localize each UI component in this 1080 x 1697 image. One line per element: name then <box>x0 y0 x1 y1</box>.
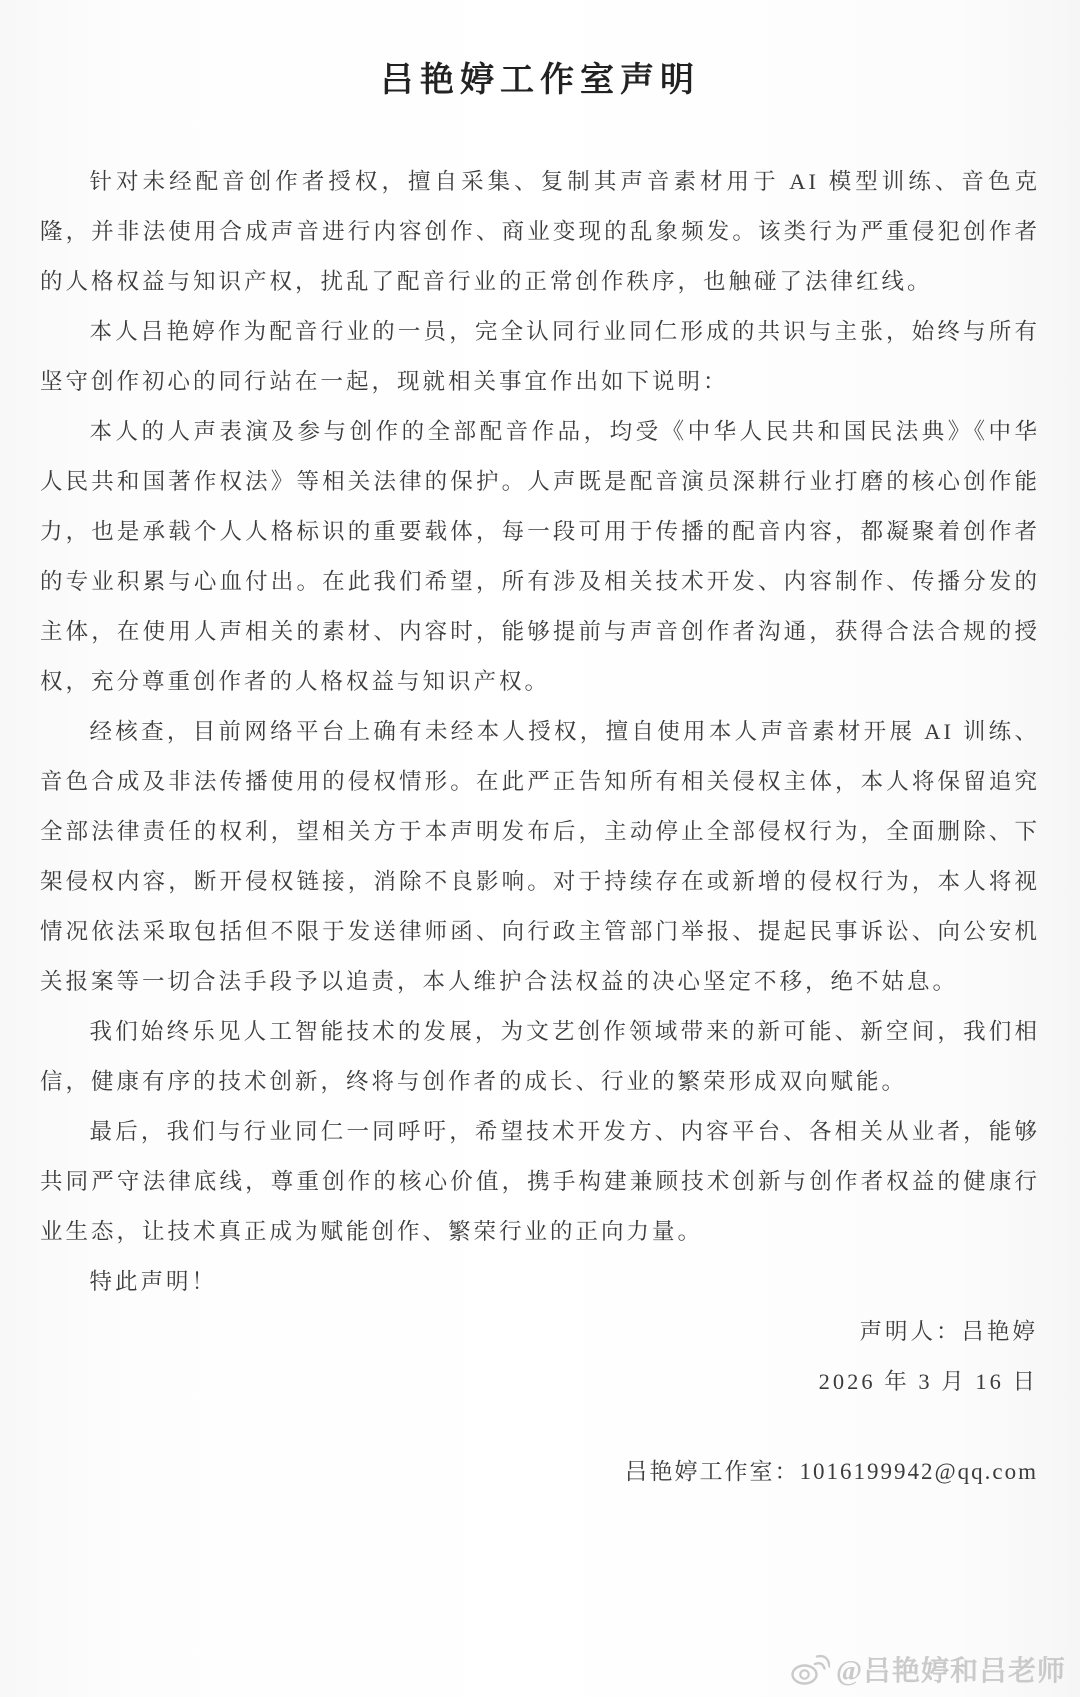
paragraph-ai-outlook: 我们始终乐见人工智能技术的发展，为文艺创作领域带来的新可能、新空间，我们相信，健康有序的技术创新，终将与创作者的成长、行业的繁荣形成双向赋能。 <box>40 1019 1040 1094</box>
statement-body <box>0 157 1080 1307</box>
paragraph-rights: 本人的人声表演及参与创作的全部配音作品，均受《中华人民共和国民法典》《中华人民共和国著作权法》等相关法律的保护。人声既是配音演员深耕行业打磨的核心创作能力，也是承载个人人格标识的重要载体，每一段可用于传播的配音内容，都凝聚着创作者的专业积累与心血付出。在此我们希望，所有涉及相关技术开发、内容制作、传播分发的主体，在使用人声相关的素材、内容时，能够提前与声音创作者沟通，获得合法合规的授权，充分尊重创作者的人格权益与知识产权。 <box>40 419 1040 694</box>
signer-line: 声明人：吕艳婷 <box>859 1319 1038 1344</box>
date-line: 2026 年 3 月 16 日 <box>818 1369 1038 1394</box>
contact-email-line: 吕艳婷工作室：1016199942@qq.com <box>624 1459 1038 1484</box>
signature-block <box>0 1307 1080 1407</box>
paragraph-position: 本人吕艳婷作为配音行业的一员，完全认同行业同仁形成的共识与主张，始终与所有坚守创作初心的同行站在一起，现就相关事宜作出如下说明： <box>40 319 1040 394</box>
watermark-handle: @吕艳婷和吕老师 <box>835 1656 1066 1687</box>
page-title: 吕艳婷工作室声明 <box>380 62 700 99</box>
paragraph-intro: 针对未经配音创作者授权，擅自采集、复制其声音素材用于 AI 模型训练、音色克隆，并非法使用合成声音进行内容创作、商业变现的乱象频发。该类行为严重侵犯创作者的人格权益与知识产权，扰乱了配音行业的正常创作秩序，也触碰了法律红线。 <box>40 169 1040 294</box>
paragraph-closing: 特此声明！ <box>89 1269 218 1294</box>
paragraph-infringement-warning: 经核查，目前网络平台上确有未经本人授权，擅自使用本人声音素材开展 AI 训练、音色合成及非法传播使用的侵权情形。在此严正告知所有相关侵权主体，本人将保留追究全部法律责任的权利，望相关方于本声明发布后，主动停止全部侵权行为，全面删除、下架侵权内容，断开侵权链接，消除不良影响。对于持续存在或新增的侵权行为，本人将视情况依法采取包括但不限于发送律师函、向行政主管部门举报、提起民事诉讼、向公安机关报案等一切合法手段予以追责，本人维护合法权益的决心坚定不移，绝不姑息。 <box>40 719 1040 994</box>
weibo-watermark <box>790 1649 1066 1689</box>
weibo-icon <box>790 1652 830 1686</box>
paragraph-appeal: 最后，我们与行业同仁一同呼吁，希望技术开发方、内容平台、各相关从业者，能够共同严守法律底线，尊重创作的核心价值，携手构建兼顾技术创新与创作者权益的健康行业生态，让技术真正成为赋能创作、繁荣行业的正向力量。 <box>40 1119 1040 1244</box>
